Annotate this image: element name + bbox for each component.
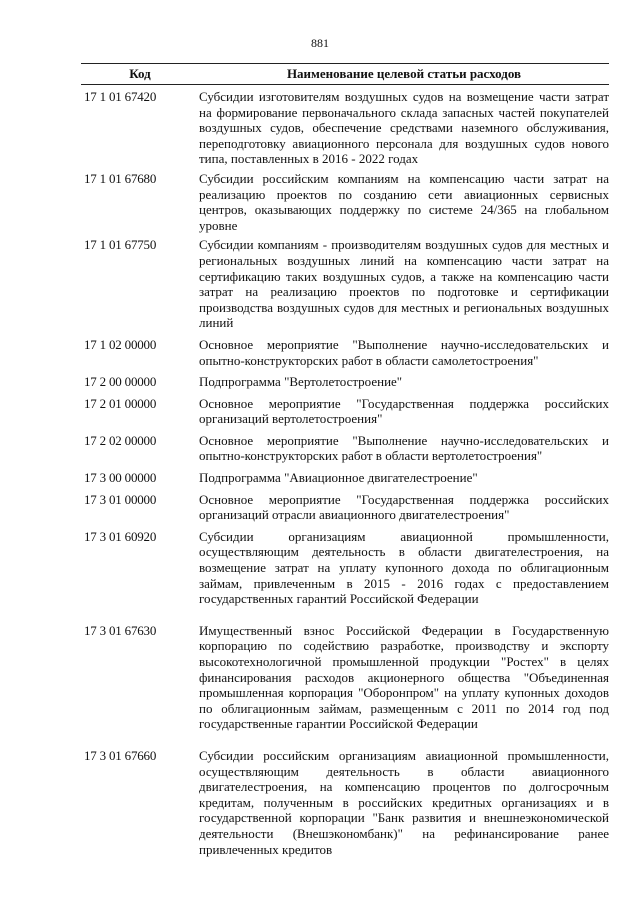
row-name: Подпрограмма "Вертолетостроение" [199,374,403,390]
row-name: Подпрограмма "Авиационное двигателестроение" [199,470,478,486]
table-row [81,374,609,390]
header-name: Наименование целевой статьи расходов [286,66,522,81]
table-row [81,433,609,464]
row-name: Имущественный взнос Российской Федерации в Государственную корпорацию по содействию разработке, производству и экспорту высокотехнологичной промышленной продукции "Ростех" в целях финансирования расходов акционерного общества "Объединенная промышленная корпорация "Оборонпром" на уплату купонных доходов по облигационным займам, размещенным с 2011 по 2014 год под государственные гарантии Российской Федерации [199,622,609,732]
row-code: 17 2 02 00000 [84,432,157,448]
page-number: 881 [311,36,329,50]
row-name: Субсидии организациям авиационной промышленности, осуществляющим деятельность в области двигателестроения, на возмещение затрат на уплату купонного дохода по облигационным займам, привлеченным в 2015 - 2016 годах с предоставлением государственных гарантий Российской Федерации [199,528,609,607]
row-code: 17 3 01 67630 [84,622,157,638]
table-row [81,492,609,523]
header-code: Код [129,66,151,81]
table-row [81,470,609,486]
row-code: 17 1 01 67420 [84,89,157,104]
row-name: Основное мероприятие "Государственная поддержка российских организаций отрасли авиационного двигателестроения" [199,491,609,523]
row-name: Основное мероприятие "Выполнение научно-исследовательских и опытно-конструкторских работ в области самолетостроения" [199,336,609,368]
table-header [81,63,609,85]
row-code: 17 1 02 00000 [84,336,157,352]
row-name: Субсидии компаниям - производителям воздушных судов для местных и региональных воздушных линий на компенсацию части затрат на сертификацию таких воздушных судов, а также на компенсацию части затрат на реализацию проектов по подготовке и сертификации производства воздушных судов для местных и региональных воздушных линий [199,237,609,331]
row-code: 17 3 01 67660 [84,747,157,763]
row-code: 17 1 01 67680 [84,170,157,186]
row-code: 17 3 01 60920 [84,528,157,544]
table-row [81,89,609,167]
row-name: Субсидии российским компаниям на компенсацию части затрат на реализацию проектов по созданию сети авиационных сервисных центров, оказывающих поддержку по системе 24/365 на глобальном уровне [199,170,609,233]
row-name: Основное мероприятие "Государственная поддержка российских организаций вертолетостроения" [199,395,609,427]
budget-code-table [81,63,609,857]
row-code: 17 3 01 00000 [84,491,157,507]
row-name: Субсидии российским организациям авиационной промышленности, осуществляющим деятельность в области авиационного двигателестроения, на компенсацию процентов по долгосрочным кредитам, полученным в российских кредитных организациях и в государственной корпорации "Банк развития и внешнеэкономической деятельности (Внешэкономбанк)" на рефинансирование ранее привлеченных кредитов [199,747,609,857]
table-row [81,237,609,331]
table-row [81,529,609,607]
row-code: 17 2 01 00000 [84,395,157,411]
row-code: 17 2 00 00000 [84,374,157,390]
table-row [81,337,609,368]
row-name: Основное мероприятие "Выполнение научно-исследовательских и опытно-конструкторских работ в области вертолетостроения" [199,432,609,464]
table-row [81,396,609,427]
table-row [81,748,609,857]
row-code: 17 1 01 67750 [84,237,157,253]
table-row [81,171,609,233]
row-name: Субсидии изготовителям воздушных судов на возмещение части затрат на формирование первоначального склада запасных частей покупателей воздушных судов, обеспечение средствами наземного обслуживания, переподготовку авиационного персонала для воздушных судов нового типа, поставленных в 2016 - 2022 годах [199,89,609,167]
row-code: 17 3 00 00000 [84,470,157,486]
table-row [81,623,609,732]
